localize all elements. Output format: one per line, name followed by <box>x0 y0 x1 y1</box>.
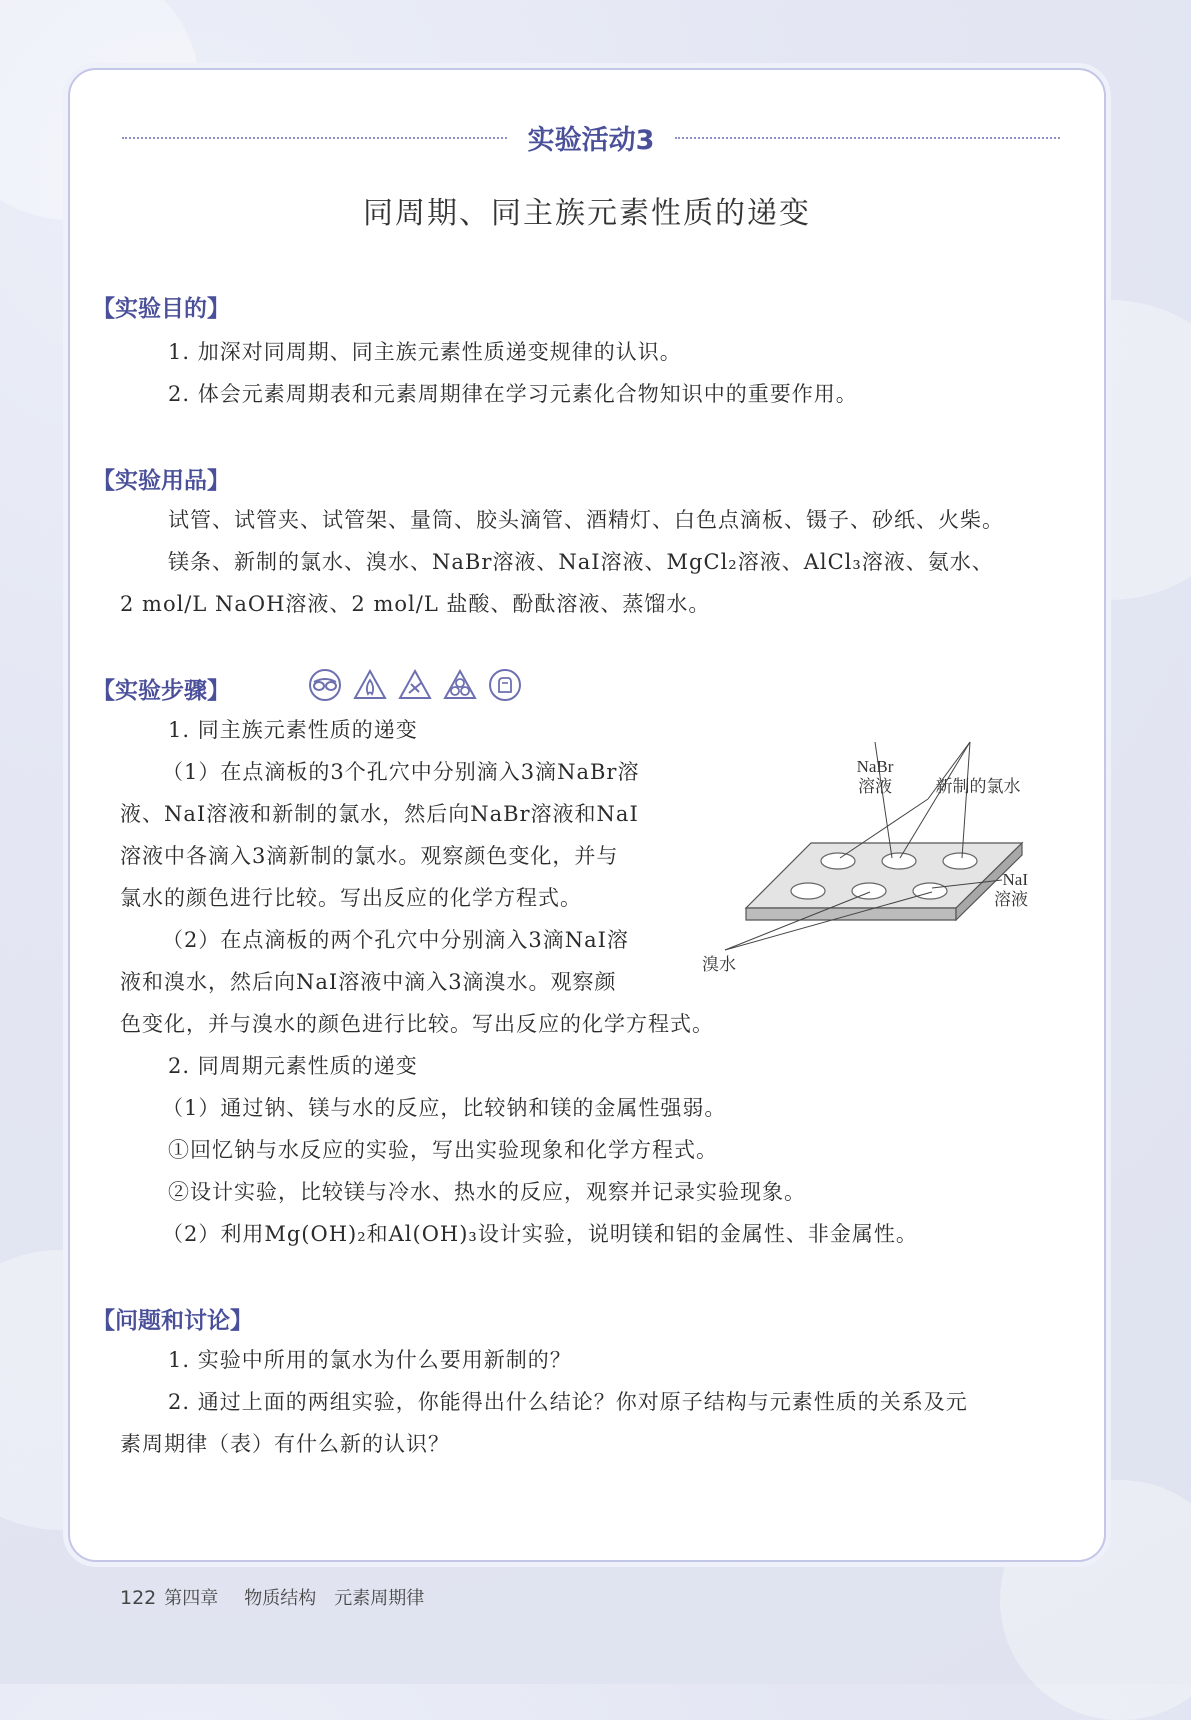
discussion-line: 素周期律（表）有什么新的认识？ <box>120 1432 450 1456</box>
well <box>821 853 855 869</box>
plate-front <box>746 908 956 920</box>
label-nai: NaI <box>1002 870 1028 889</box>
materials-line: 试管、试管夹、试管架、量筒、胶头滴管、酒精灯、白色点滴板、镊子、砂纸、火柴。 <box>168 508 1004 532</box>
well <box>791 883 825 899</box>
discussion-line: 1. 实验中所用的氯水为什么要用新制的？ <box>168 1348 572 1372</box>
page-number: 122 <box>120 1587 157 1609</box>
steps-line: 液、NaI溶液和新制的氯水，然后向NaBr溶液和NaI <box>120 802 639 826</box>
steps-heading: 【实验步骤】 <box>92 678 230 704</box>
steps-line: 氯水的颜色进行比较。写出反应的化学方程式。 <box>120 886 582 910</box>
steps-line: （2）利用Mg(OH)₂和Al(OH)₃设计实验，说明镁和铝的金属性、非金属性。 <box>162 1222 918 1246</box>
page-footer <box>120 1584 424 1610</box>
steps-line: （1）通过钠、镁与水的反应，比较钠和镁的金属性强弱。 <box>162 1096 727 1120</box>
chapter-title: 物质结构 元素周期律 <box>244 1588 425 1609</box>
spot-plate-diagram <box>670 680 1030 980</box>
label-chlorine-water: 新制的氯水 <box>935 777 1021 796</box>
activity-title: 实验活动3 <box>527 125 655 156</box>
materials-line: 镁条、新制的氯水、溴水、NaBr溶液、NaI溶液、MgCl₂溶液、AlCl₃溶液、氨水、 <box>168 550 994 574</box>
label-bromine-water: 溴水 <box>702 955 736 974</box>
plate-top <box>746 843 1022 908</box>
label-nai-solution: 溶液 <box>994 890 1028 909</box>
discussion-heading: 【问题和讨论】 <box>92 1308 253 1334</box>
page-title: 同周期、同主族元素性质的递变 <box>363 196 811 231</box>
steps-line: ①回忆钠与水反应的实验，写出实验现象和化学方程式。 <box>168 1138 718 1162</box>
well <box>943 853 977 869</box>
materials-heading: 【实验用品】 <box>92 468 230 494</box>
toxic-icon <box>443 668 477 702</box>
purpose-item: 1. 加深对同周期、同主族元素性质递变规律的认识。 <box>168 340 682 364</box>
label-nabr: NaBr <box>856 757 894 776</box>
activity-heading <box>122 118 1060 158</box>
materials-line: 2 mol/L NaOH溶液、2 mol/L 盐酸、酚酞溶液、蒸馏水。 <box>120 592 711 616</box>
flame-icon <box>353 668 387 702</box>
warning-icon <box>398 668 432 702</box>
purpose-heading: 【实验目的】 <box>92 296 230 322</box>
purpose-item: 2. 体会元素周期表和元素周期律在学习元素化合物知识中的重要作用。 <box>168 382 858 406</box>
steps-line: 液和溴水，然后向NaI溶液中滴入3滴溴水。观察颜 <box>120 970 617 994</box>
steps-line: （1）在点滴板的3个孔穴中分别滴入3滴NaBr溶 <box>162 760 640 784</box>
chapter-number: 第四章 <box>164 1588 219 1609</box>
well <box>913 883 947 899</box>
discussion-line: 2. 通过上面的两组实验，你能得出什么结论？你对原子结构与元素性质的关系及元 <box>168 1390 968 1414</box>
steps-line: ②设计实验，比较镁与冷水、热水的反应，观察并记录实验现象。 <box>168 1180 806 1204</box>
steps-line: 1. 同主族元素性质的递变 <box>168 718 418 742</box>
wash-hands-icon <box>488 668 522 702</box>
steps-line: 色变化，并与溴水的颜色进行比较。写出反应的化学方程式。 <box>120 1012 714 1036</box>
well <box>882 853 916 869</box>
goggles-icon <box>308 668 342 702</box>
divider-right <box>675 137 1060 139</box>
steps-line: 2. 同周期元素性质的递变 <box>168 1054 418 1078</box>
safety-icons <box>308 668 528 702</box>
well <box>852 883 886 899</box>
steps-line: （2）在点滴板的两个孔穴中分别滴入3滴NaI溶 <box>162 928 629 952</box>
steps-line: 溶液中各滴入3滴新制的氯水。观察颜色变化，并与 <box>120 844 619 868</box>
label-nabr-solution: 溶液 <box>858 777 892 796</box>
